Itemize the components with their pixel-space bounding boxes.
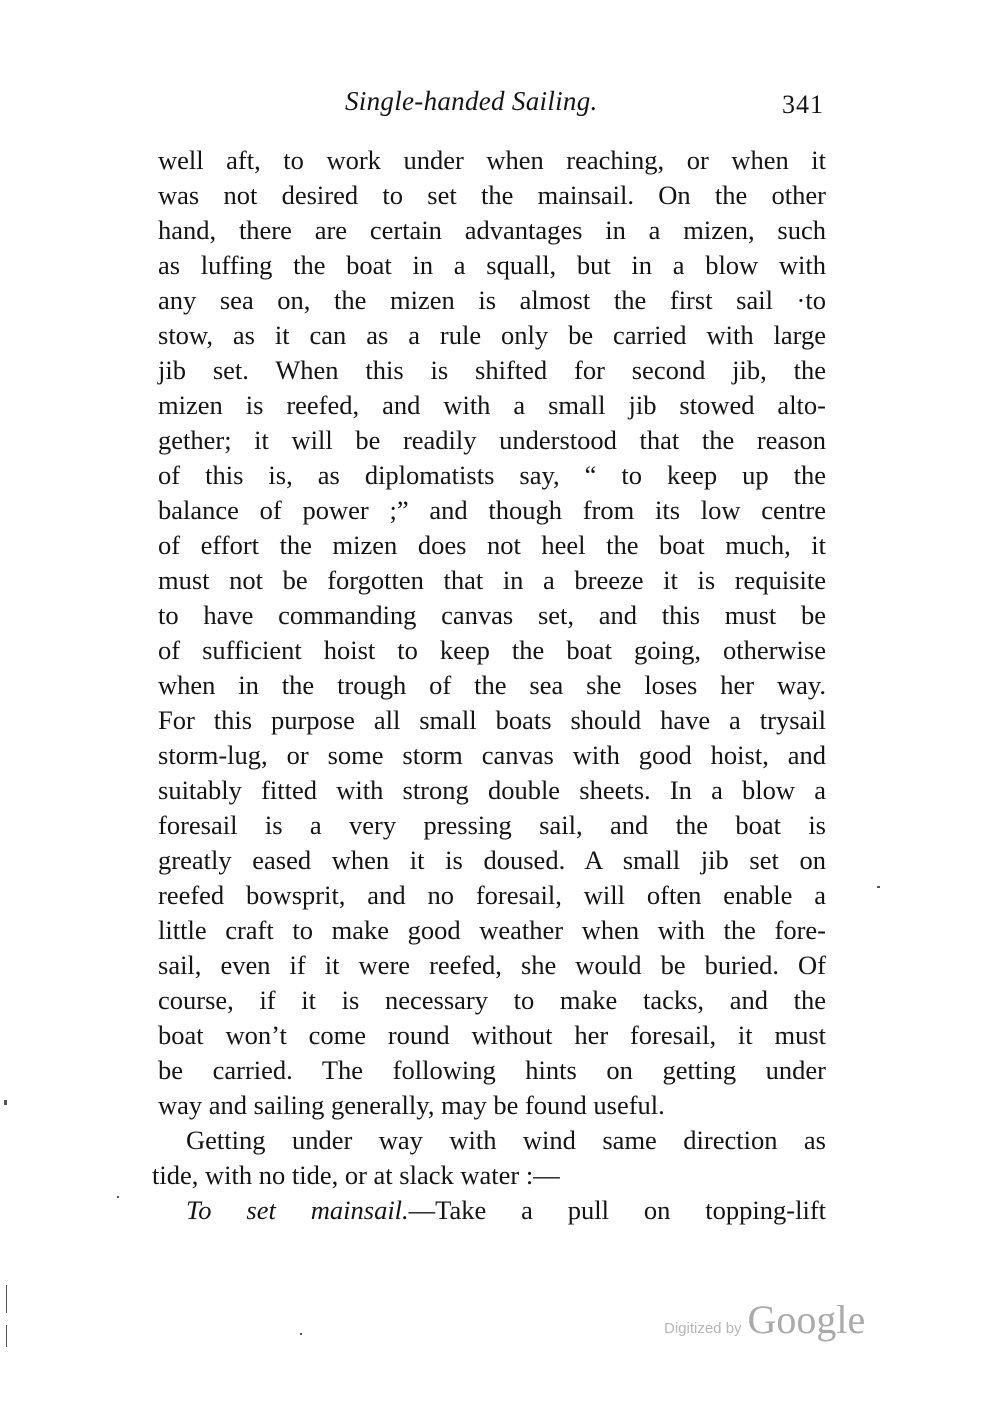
paragraph-2 [152,1123,826,1193]
text-line: foresail is a very pressing sail, and the boat is [158,810,826,840]
text-line: little craft to make good weather when with the fore- [158,915,826,945]
text-line: was not desired to set the mainsail. On the other [158,180,826,210]
text-line: course, if it is necessary to make tacks, and the [158,985,826,1015]
text-line: of sufficient hoist to keep the boat going, otherwise [158,635,826,665]
text-line: balance of power ;” and though from its low centre [158,495,826,525]
text-line: mizen is reefed, and with a small jib stowed alto- [158,390,826,420]
text-line: reefed bowsprit, and no foresail, will often enable a [158,880,826,910]
text-line: hand, there are certain advantages in a mizen, such [158,215,826,245]
google-logo: Google [747,1297,866,1342]
text-line: be carried. The following hints on getting under [158,1055,826,1085]
text-line: well aft, to work under when reaching, or when it [158,145,826,175]
text-line: tide, with no tide, or at slack water :— [152,1160,560,1190]
digitized-by-google-watermark [664,1296,865,1346]
scan-artifact [4,1100,7,1105]
text-line: gether; it will be readily understood that the reason [158,425,826,455]
text-line [158,1193,826,1228]
text-line: of this is, as diplomatists say, “ to keep up the [158,460,826,490]
scan-artifact [877,886,880,888]
text-line: as luffing the boat in a squall, but in a blow with [158,250,826,280]
text-line: Getting under way with wind same direction as [186,1125,826,1155]
text-line: boat won’t come round without her foresail, it must [158,1020,826,1050]
text-line: to have commanding canvas set, and this must be [158,600,826,630]
text-line: of effort the mizen does not heel the boat much, it [158,530,826,560]
text-line: greatly eased when it is doused. A small jib set on [158,845,826,875]
text-line: any sea on, the mizen is almost the first sail ·to [158,285,826,315]
text-line: stow, as it can as a rule only be carried with large [158,320,826,350]
text-line: way and sailing generally, may be found useful. [158,1090,665,1120]
scan-artifact [6,1285,7,1313]
text-line: For this purpose all small boats should have a trysail [158,705,826,735]
paragraph-1 [158,143,826,1123]
paragraph-3 [158,1193,826,1228]
italic-heading: To set mainsail. [186,1195,409,1225]
text-run: —Take a pull on topping-lift [408,1195,827,1225]
watermark-prefix: Digitized by [664,1320,742,1337]
running-title: Single-handed Sailing. [345,86,598,116]
scan-artifact [300,1333,302,1335]
text-line: suitably fitted with strong double sheets. In a blow a [158,775,826,805]
page-number: 341 [782,90,824,119]
running-head [0,86,988,126]
text-line: sail, even if it were reefed, she would be buried. Of [158,950,826,980]
text-line: when in the trough of the sea she loses her way. [158,670,826,700]
body-text [152,143,827,1228]
text-line: must not be forgotten that in a breeze it is requisite [158,565,826,595]
scan-artifact [117,1196,119,1198]
scan-artifact [6,1325,7,1347]
text-line: storm-lug, or some storm canvas with good hoist, and [158,740,826,770]
text-line: jib set. When this is shifted for second jib, the [158,355,826,385]
